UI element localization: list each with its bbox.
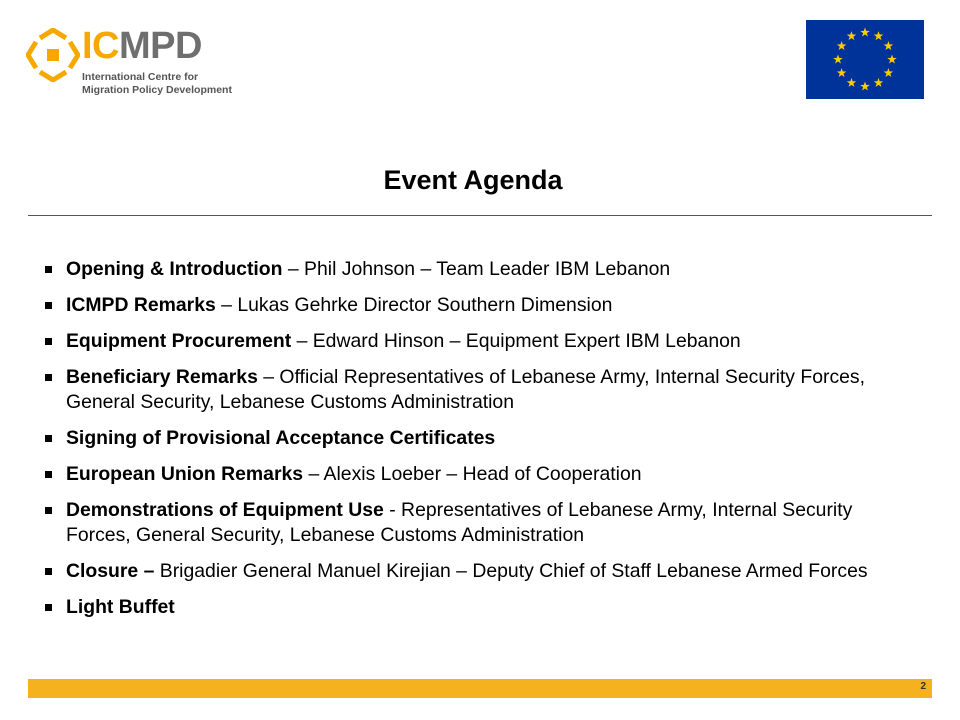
agenda-item-heading: ICMPD Remarks	[66, 294, 216, 316]
agenda-item-detail: – Lukas Gehrke Director Southern Dimension	[215, 294, 613, 316]
square-bullet-icon	[45, 471, 52, 478]
agenda-item	[38, 498, 918, 548]
agenda-list	[38, 257, 918, 631]
agenda-item-detail: Brigadier General Manuel Kirejian – Deputy Chief of Staff Lebanese Armed Forces	[154, 560, 868, 582]
square-bullet-icon	[45, 435, 52, 442]
agenda-item	[38, 595, 918, 620]
square-bullet-icon	[45, 507, 52, 514]
icmpd-logo	[26, 25, 266, 100]
agenda-item-heading: Opening & Introduction	[66, 258, 283, 280]
logo-subtitle-line2: Migration Policy Development	[82, 84, 232, 96]
agenda-item-heading: Equipment Procurement	[66, 330, 292, 352]
agenda-item-detail: – Phil Johnson – Team Leader IBM Lebanon	[282, 258, 671, 280]
square-bullet-icon	[45, 374, 52, 381]
logo-wordmark-part1: IC	[82, 25, 119, 67]
square-bullet-icon	[45, 302, 52, 309]
square-bullet-icon	[45, 338, 52, 345]
logo-subtitle	[82, 71, 232, 97]
agenda-item-heading: European Union Remarks	[66, 463, 304, 485]
icmpd-arrows-icon	[26, 28, 80, 82]
agenda-item-heading: Demonstrations of Equipment Use	[66, 499, 384, 521]
square-bullet-icon	[45, 604, 52, 611]
logo-subtitle-line1: International Centre for	[82, 71, 199, 83]
agenda-item-heading: Closure –	[66, 560, 155, 582]
agenda-item	[38, 365, 918, 415]
agenda-item	[38, 426, 918, 451]
agenda-item-detail: – Edward Hinson – Equipment Expert IBM Lebanon	[291, 330, 741, 352]
eu-flag-icon	[805, 19, 925, 100]
square-bullet-icon	[45, 568, 52, 575]
agenda-item	[38, 559, 918, 584]
footer-bar	[28, 679, 932, 698]
logo-wordmark-part2: MPD	[119, 25, 202, 67]
agenda-item-heading: Light Buffet	[66, 596, 175, 618]
agenda-item	[38, 462, 918, 487]
square-bullet-icon	[45, 266, 52, 273]
agenda-item-heading: Signing of Provisional Acceptance Certificates	[66, 427, 496, 449]
agenda-item-detail: – Alexis Loeber – Head of Cooperation	[303, 463, 642, 485]
page-number: 2	[920, 681, 926, 692]
agenda-item	[38, 257, 918, 282]
agenda-item	[38, 329, 918, 354]
logo-wordmark	[82, 24, 202, 68]
title-divider	[28, 215, 932, 216]
agenda-item-detail: - Representatives of Lebanese Army, Internal Security Forces, General Security, Lebanese Customs Administration	[66, 499, 853, 546]
page-title: Event Agenda	[383, 165, 563, 195]
agenda-item-heading: Beneficiary Remarks	[66, 366, 258, 388]
agenda-item	[38, 293, 918, 318]
agenda-item-detail: – Official Representatives of Lebanese Army, Internal Security Forces, General Security, Lebanese Customs Administration	[66, 366, 866, 413]
